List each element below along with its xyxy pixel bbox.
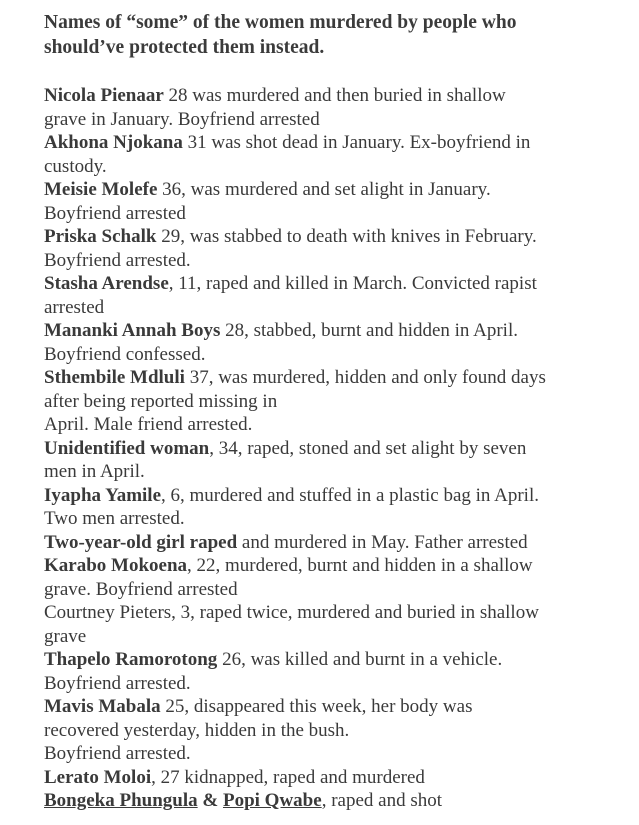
victim-name: Mananki Annah Boys <box>44 320 221 341</box>
entry-text: Boyfriend arrested. <box>44 672 191 694</box>
entry-text: , 34, raped, stoned and set alight by seven <box>209 437 527 459</box>
entry-text: Boyfriend arrested. <box>44 249 191 271</box>
entry-text: grave. Boyfriend arrested <box>44 578 238 600</box>
victim-name: Stasha Arendse <box>44 273 169 294</box>
entry-text: grave <box>44 625 87 647</box>
popi-qwabe-link[interactable]: Popi Qwabe <box>222 790 322 811</box>
entry-text: Boyfriend arrested. <box>44 743 191 764</box>
list-item <box>44 531 624 555</box>
entry-text: 28, stabbed, burnt and hidden in April. <box>220 320 518 341</box>
list-item <box>44 437 624 484</box>
page-title <box>44 10 624 60</box>
entry-text: arrested <box>44 296 105 318</box>
victim-name: Iyapha Yamile <box>44 484 162 506</box>
list-item <box>44 789 624 813</box>
victim-name: Karabo Mokoena <box>44 555 188 576</box>
entry-text: April. Male friend arrested. <box>44 414 253 435</box>
entry-text: , raped and shot <box>321 790 442 811</box>
victim-name: Unidentified woman <box>44 437 210 459</box>
list-item <box>44 695 624 766</box>
entry-text: 37, was murdered, hidden and only found days <box>184 367 546 388</box>
victim-name: Two-year-old girl raped <box>44 531 238 553</box>
entry-text: , 11, raped and killed in March. Convicted rapist <box>168 273 537 294</box>
list-item <box>44 84 624 131</box>
entry-text: 28 was murdered and then buried in shallow <box>163 85 506 106</box>
list-item <box>44 554 624 601</box>
victim-name: Thapelo Ramorotong <box>44 649 218 670</box>
victim-name: Meisie Molefe <box>44 179 158 200</box>
victim-name: Akhona Njokana <box>44 132 183 153</box>
entry-text: 25, disappeared this week, her body was <box>160 696 473 717</box>
list-item <box>44 766 624 790</box>
ampersand: & <box>197 790 223 811</box>
victim-list <box>44 84 624 813</box>
list-item <box>44 178 624 225</box>
victim-name: Priska Schalk <box>44 226 157 247</box>
title-line-1: Names of “some” of the women murdered by people who <box>44 12 517 33</box>
entry-text: 26, was killed and burnt in a vehicle. <box>217 649 503 670</box>
entry-text: , 6, murdered and stuffed in a plastic bag in April. <box>161 484 539 506</box>
entry-text: Boyfriend arrested <box>44 202 186 224</box>
title-line-2: should’ve protected them instead. <box>44 37 325 58</box>
victim-name: Sthembile Mdluli <box>44 367 185 388</box>
entry-text: 36, was murdered and set alight in January. <box>157 179 491 200</box>
entry-text: and murdered in May. Father arrested <box>237 531 528 553</box>
entry-text: grave in January. Boyfriend arrested <box>44 108 320 130</box>
entry-text: Two men arrested. <box>44 508 185 529</box>
entry-text: men in April. <box>44 461 145 482</box>
entry-text: Courtney Pieters, 3, raped twice, murdered and buried in shallow <box>44 602 539 623</box>
entry-text: Boyfriend confessed. <box>44 343 206 365</box>
list-item <box>44 225 624 272</box>
victim-name: Lerato Moloi <box>44 766 152 788</box>
entry-text: after being reported missing in <box>44 390 278 412</box>
entry-text: , 27 kidnapped, raped and murdered <box>151 766 425 788</box>
entry-text: custody. <box>44 155 107 177</box>
bongeka-phungula-link[interactable]: Bongeka Phungula <box>44 790 198 811</box>
list-item <box>44 366 624 437</box>
list-item <box>44 319 624 366</box>
list-item <box>44 131 624 178</box>
list-item <box>44 484 624 531</box>
victim-name: Mavis Mabala <box>44 696 161 717</box>
victim-name: Nicola Pienaar <box>44 85 164 106</box>
entry-text: 31 was shot dead in January. Ex-boyfriend in <box>182 132 531 153</box>
list-item <box>44 272 624 319</box>
entry-text: 29, was stabbed to death with knives in February. <box>156 226 537 247</box>
list-item <box>44 648 624 695</box>
entry-text: recovered yesterday, hidden in the bush. <box>44 719 350 741</box>
list-item <box>44 601 624 648</box>
entry-text: , 22, murdered, burnt and hidden in a shallow <box>187 555 533 576</box>
